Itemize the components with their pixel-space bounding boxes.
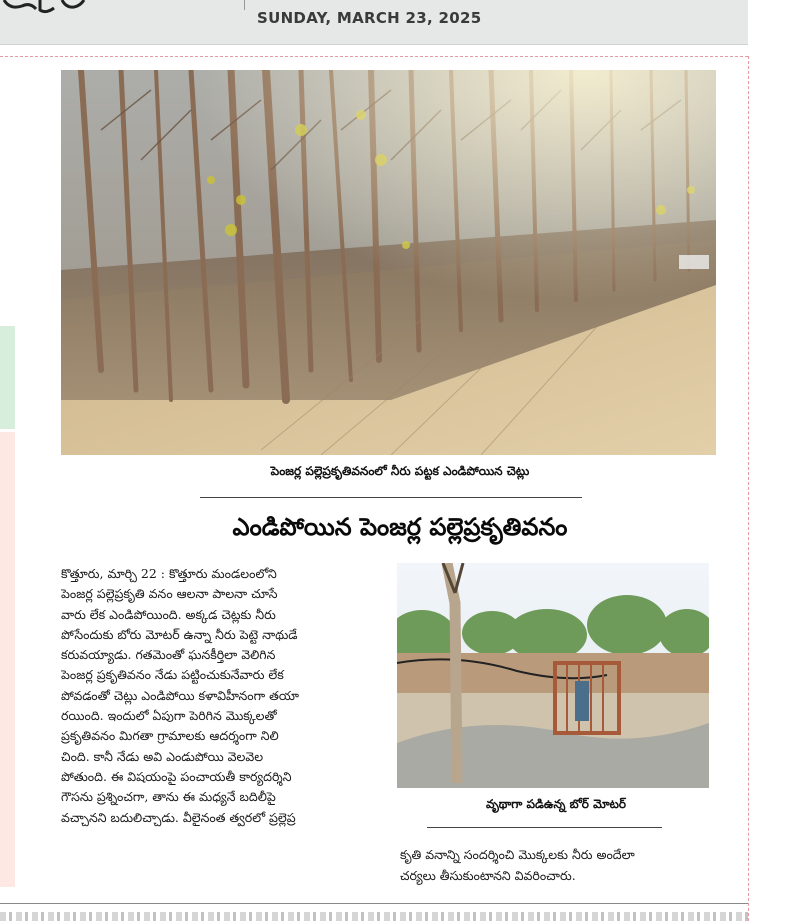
body-line: చింది. కానీ నేడు అవి ఎండుపోయి వెలవెల [61, 748, 264, 764]
newspaper-header-bar [0, 0, 748, 45]
header-divider [244, 0, 245, 10]
bore-motor-photo [397, 563, 709, 788]
next-article-fragment [0, 912, 748, 921]
body-line: కొత్తూరు, మార్చి 22 : కొత్తూరు మండలంలోని [61, 566, 277, 581]
article-body-column-1 [61, 564, 383, 828]
body-line: పోతుంది. ఈ విషయంపై పంచాయతీ కార్యదర్శిని [61, 768, 292, 784]
page-bottom-rule [0, 903, 748, 904]
body-line: పోసేందుకు బోరు మోటర్ ఉన్నా నీరు పెట్టె నాథుడే [61, 626, 298, 642]
body-line: ప్రకృతివనం మిగతా గ్రామాలకు ఆదర్శంగా నిలి [61, 728, 279, 744]
body-line: రయింది. ఇందులో ఏపుగా పెరిగిన మొక్కలతో [61, 708, 277, 724]
article-headline: ఎండిపోయిన పెంజర్ల పల్లెప్రకృతివనం [232, 513, 568, 541]
adjacent-column-strip-green [0, 326, 15, 429]
dried-forest-photo [61, 70, 716, 455]
body-line: పెంజర్ల ప్రకృతివనం నేడు పట్టించుకునేవారు లేక [61, 667, 284, 683]
body-line: గౌసను ప్రశ్నించగా, తాను ఈ మధ్యనే బదిలీపై [61, 789, 276, 805]
body-line: వచ్చానని బదులిచ్చాడు. వీలైనంత త్వరలో ప్రల్లెప్ర [61, 809, 296, 825]
adjacent-column-strip-pink [0, 432, 15, 887]
headline-rule [200, 497, 582, 498]
small-caption-rule [427, 827, 662, 828]
masthead-logo-fragment [0, 0, 110, 14]
article-body-column-2 [400, 844, 712, 886]
issue-date: SUNDAY, MARCH 23, 2025 [257, 9, 482, 27]
body-line: కృతి వనాన్ని సందర్శించి మొక్కలకు నీరు అందేలా [400, 847, 635, 862]
body-line: పోవడంతో చెట్లు ఎండిపోయి కళావిహీనంగా తయా [61, 687, 299, 703]
masthead-logo-icon [0, 0, 110, 14]
body-line: పెంజర్ల పల్లెప్రకృతి వనం ఆలనా పాలనా చూసే [61, 586, 278, 602]
body-line: వారు లేక ఎండిపోయింది. అక్కడ చెట్లకు నీరు [61, 606, 276, 622]
body-line: కరువయ్యాడు. గతమెంతో ఘనకీర్తిలా వెలిగిన [61, 647, 276, 663]
small-photo-caption: వృథాగా పడిఉన్న బోర్ మోటర్ [485, 797, 627, 811]
main-photo-caption: పెంజర్ల పల్లెప్రకృతివనంలో నీరు పట్టక ఎండిపోయిన చెట్లు [270, 464, 530, 478]
body-line: చర్యలు తీసుకుంటానని వివరించారు. [400, 868, 576, 883]
